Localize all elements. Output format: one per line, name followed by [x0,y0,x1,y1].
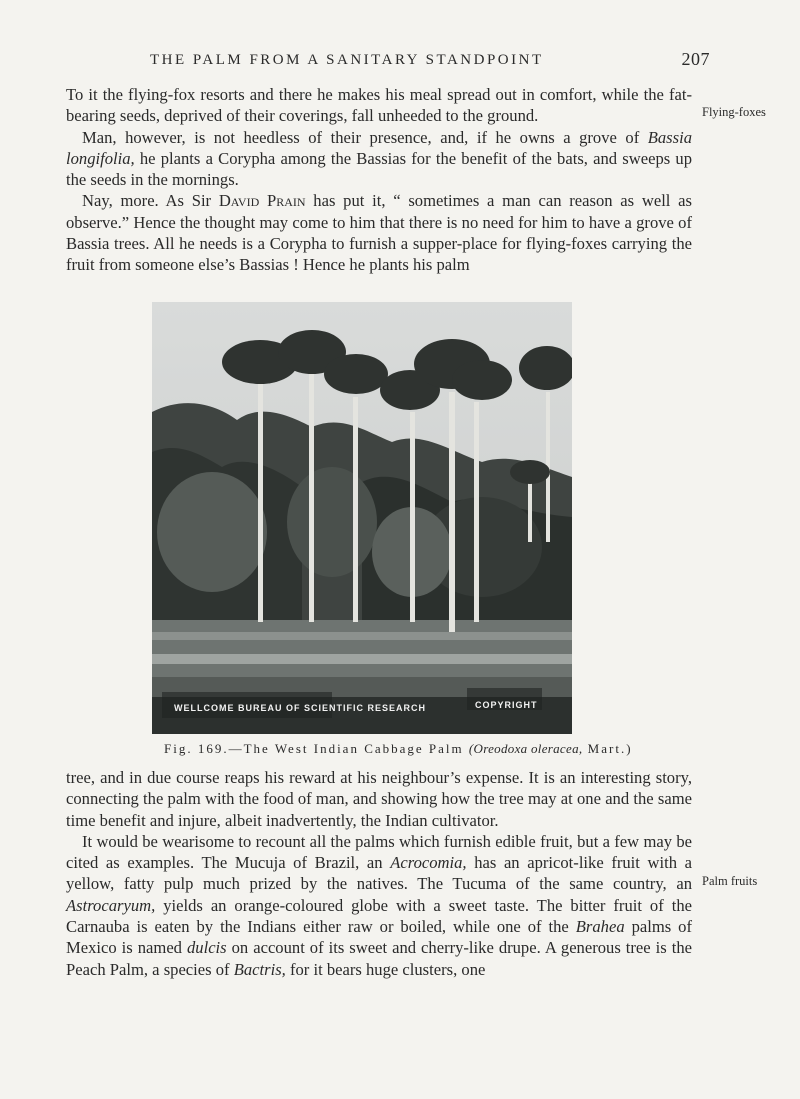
paragraph-text: tree, and in due course reaps his reward at his neighbour’s expense. It is an interesting story, connecting the palm with the food of man, and showing how the tree may at one and the same time benefit and injure, albeit inadvertently, the Indian cultivator. [66,768,692,830]
figure-caption [164,741,724,757]
caption-species: (Oreodoxa oleracea, [468,741,583,756]
paragraph-text: has an apricot-like fruit with a yellow, fatty pulp much prized by the natives. The Tucuma of the same country, an [66,853,693,894]
species-name: Bassia longifolia, [66,127,692,168]
text-block-bottom [66,767,692,980]
palm-photo-illustration [152,302,572,734]
person-name: David Prain [218,191,306,211]
paragraph-text: has put it, “ sometimes a man can reason as well as observe.” Hence the thought may come to him that there is no need for him to have a grove of Bassia trees. All he needs is a Corypha to furnish a supper-place for flying-foxes carrying the fruit from someone else’s Bassias ! Hence he plants his palm [66,191,692,275]
palm-photograph [152,302,572,734]
genus-name: Brahea [575,917,625,937]
paragraph-text: on account of its sweet and cherry-like drupe. A generous tree is the Peach Palm, a species of [66,938,692,979]
paragraph-text: he plants a Corypha among the Bassias for the benefit of the bats, and sweeps up the seeds in the mornings. [66,148,692,190]
species-name: dulcis [186,938,227,958]
paragraph-text: Nay, more. As Sir [82,191,219,211]
paragraph-text: yields an orange-coloured globe with a sweet taste. The bitter fruit of the Carnauba is eaten by the Indians either raw or boiled, while one of the [66,895,692,937]
caption-prefix: Fig. 169.—The West Indian Cabbage Palm [164,741,464,756]
running-title: THE PALM FROM A SANITARY STANDPOINT [150,52,544,68]
margin-note-palm-fruits: Palm fruits [702,874,758,888]
margin-note-flying-foxes: Flying-foxes [702,105,766,119]
paragraph-text: To it the flying-fox resorts and there he makes his meal spread out in comfort, while the fat-bearing seeds, deprived of their coverings, fall unheeded to the ground. [66,85,692,126]
paragraph-text: Man, however, is not heedless of their presence, and, if he owns a grove of [82,127,648,147]
paragraph [66,831,692,980]
watermark-right: COPYRIGHT [475,700,538,710]
paragraph [66,767,692,831]
caption-suffix: Mart.) [582,741,633,756]
paragraph-text: for it bears huge clusters, one [285,959,486,979]
paragraph [66,127,692,191]
genus-name: Astrocaryum, [66,895,156,915]
paragraph-text: It would be wearisome to recount all the palms which furnish edible fruit, but a few may be cited as examples. The Mucuja of Brazil, an [66,831,692,873]
page-number: 207 [681,49,710,69]
text-block-top [66,84,692,276]
paragraph [66,84,692,127]
paragraph [66,190,692,275]
genus-name: Bactris, [233,959,286,979]
genus-name: Acrocomia, [390,853,467,873]
watermark-left: WELLCOME BUREAU OF SCIENTIFIC RESEARCH [174,703,427,713]
paragraph-text: palms of Mexico is named [66,917,692,958]
